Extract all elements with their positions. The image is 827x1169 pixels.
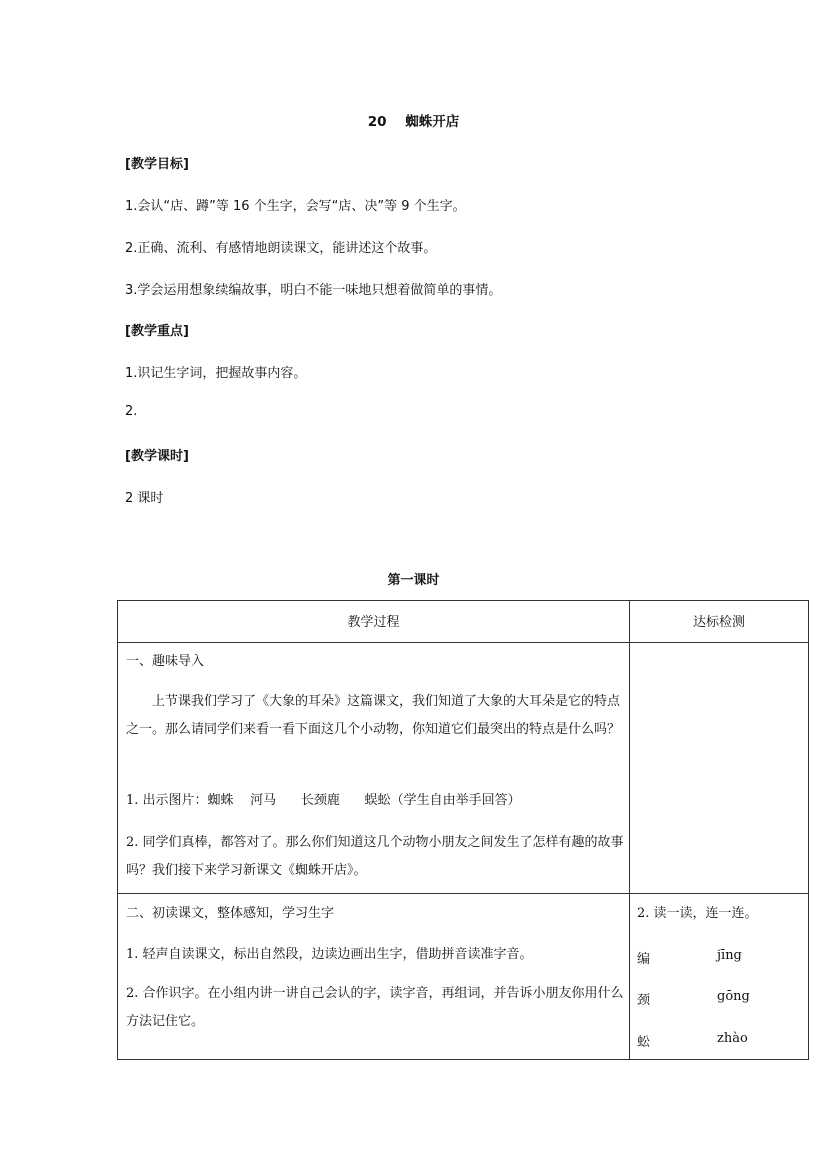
- table-column-divider: [629, 601, 630, 1059]
- table-header-divider: [118, 642, 808, 643]
- row2-section-title: 二、初读课文，整体感知，学习生字: [126, 906, 335, 921]
- match-char-3: 蚣: [637, 1035, 651, 1050]
- lesson-title: 第一课时: [387, 573, 440, 588]
- key-point-item-1: 1.识记生字词，把握故事内容。: [125, 366, 307, 381]
- match-char-2: 颈: [637, 993, 651, 1008]
- row1-section-title: 一、趣味导入: [126, 654, 205, 669]
- table-row-divider: [118, 893, 808, 894]
- match-char-1: 编: [637, 952, 651, 967]
- key-points-heading: [教学重点]: [125, 324, 189, 339]
- document-title: 20 蜘蛛开店: [367, 114, 460, 130]
- table-header-check: 达标检测: [692, 615, 745, 630]
- row2-step-1: 1. 轻声自读课文，标出自然段，边读边画出生字，借助拼音读准字音。: [126, 947, 533, 962]
- row1-intro-paragraph: 上节课我们学习了《大象的耳朵》这篇课文，我们知道了大象的大耳朵是它的特点之一。那么请同学们来看一看下面这几个小动物，你知道它们最突出的特点是什么吗？: [126, 694, 621, 737]
- objective-item-1: 1.会认“店、蹲”等 16 个生字，会写“店、决”等 9 个生字。: [125, 199, 466, 214]
- row1-step-2: 2. 同学们真棒，都答对了。那么你们知道这几个动物小朋友之间发生了怎样有趣的故事吗？我们接下来学习新课文《蜘蛛开店》。: [126, 835, 624, 878]
- table-header-process: 教学过程: [347, 615, 400, 630]
- hours-value: 2 课时: [125, 491, 164, 506]
- objectives-heading: [教学目标]: [125, 157, 189, 172]
- match-pinyin-1: jīng: [717, 948, 742, 963]
- row2-check-title: 2. 读一读，连一连。: [637, 906, 758, 921]
- match-pinyin-2: gōng: [717, 989, 750, 1004]
- row2-step-2: 2. 合作识字。在小组内讲一讲自己会认的字，读字音，再组词，并告诉小朋友你用什么方法记住它。: [126, 986, 624, 1029]
- key-point-item-2: 2.: [125, 404, 138, 419]
- match-pinyin-3: zhào: [717, 1031, 748, 1046]
- hours-heading: [教学课时]: [125, 449, 189, 464]
- row1-step-1: 1. 出示图片：蜘蛛 河马 长颈鹿 蜈蚣（学生自由举手回答）: [126, 793, 521, 808]
- objective-item-2: 2.正确、流利、有感情地朗读课文，能讲述这个故事。: [125, 241, 437, 256]
- lesson-table: [117, 600, 809, 1060]
- objective-item-3: 3.学会运用想象续编故事，明白不能一味地只想着做简单的事情。: [125, 283, 502, 298]
